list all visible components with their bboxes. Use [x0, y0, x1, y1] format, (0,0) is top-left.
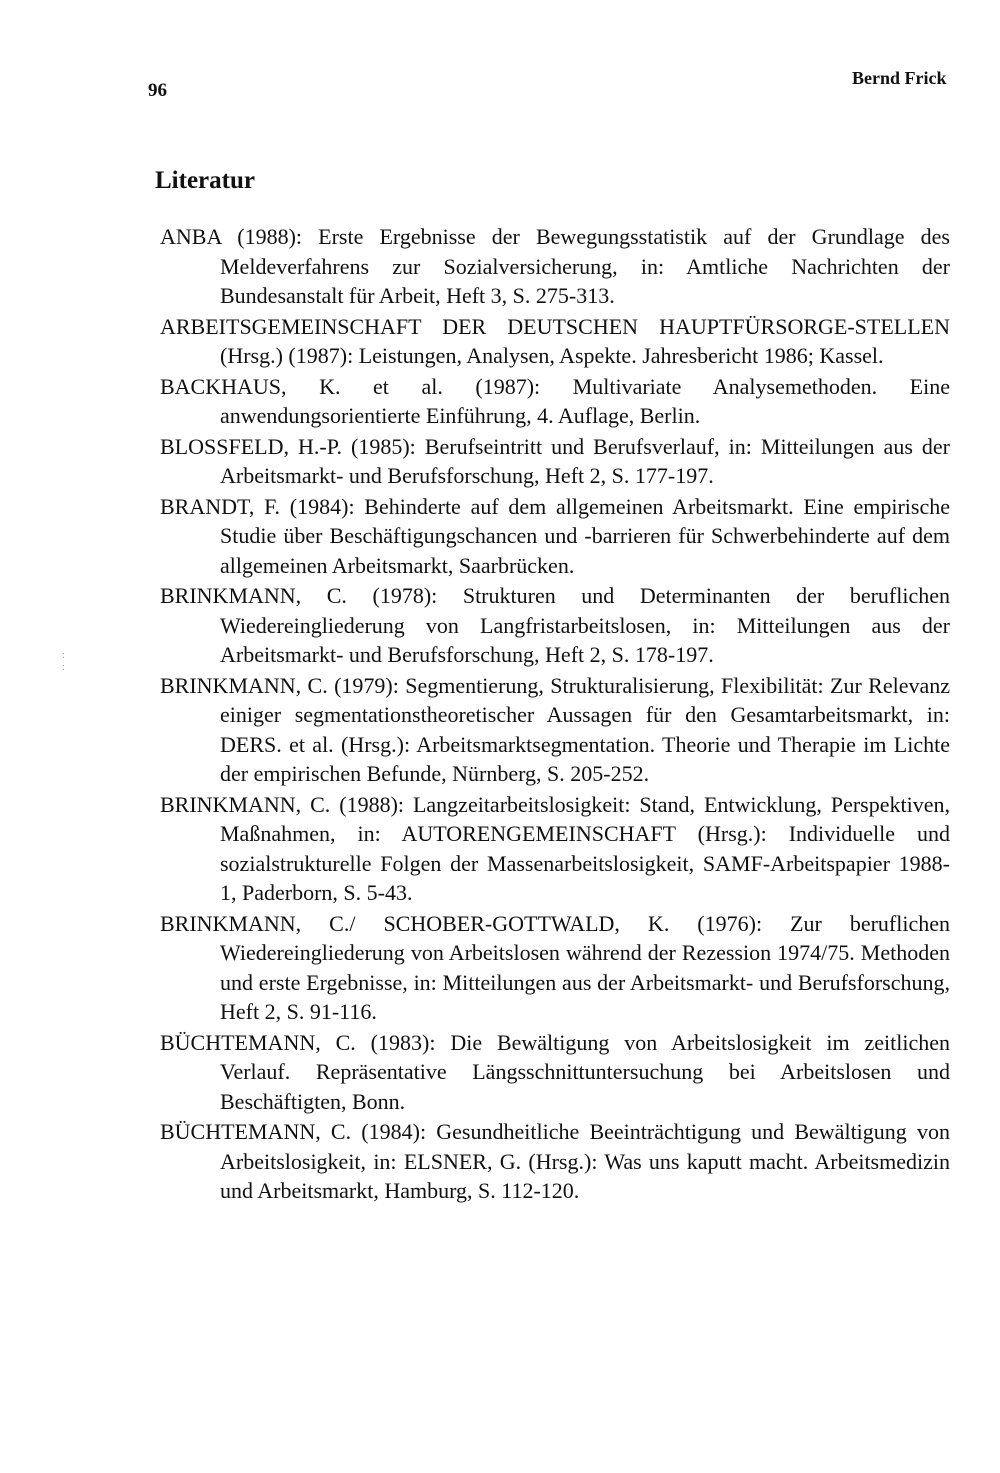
bib-entry: BRINKMANN, C. (1979): Segmentierung, Strukturalisierung, Flexibilität: Zur Relevanz einiger segmentationstheoretischer Aussagen für den Gesamtarbeitsmarkt, in: DERS. et al. (Hrsg.): Arbeitsmarktsegmentation. Theorie und Therapie im Lichte der empirischen Befunde, Nürnberg, S. 205-252.: [160, 672, 950, 786]
running-head: Bernd Frick: [852, 68, 947, 88]
bib-entry: ARBEITSGEMEINSCHAFT DER DEUTSCHEN HAUPTFÜRSORGE-STELLEN (Hrsg.) (1987): Leistungen, Analysen, Aspekte. Jahresbericht 1986; Kassel.: [160, 313, 950, 368]
bib-entry: BRINKMANN, C./ SCHOBER-GOTTWALD, K. (1976): Zur beruflichen Wiedereingliederung von Arbeitslosen während der Rezession 1974/75. Methoden und erste Ergebnisse, in: Mitteilungen aus der Arbeitsmarkt- und Berufsforschung, Heft 2, S. 91-116.: [160, 910, 950, 1024]
page-number: 96: [148, 80, 167, 101]
bib-entry: BRINKMANN, C. (1988): Langzeitarbeitslosigkeit: Stand, Entwicklung, Perspektiven, Maßnahmen, in: AUTORENGEMEINSCHAFT (Hrsg.): Individuelle und sozialstrukturelle Folgen der Massenarbeitslosigkeit, SAMF-Arbeitspapier 1988-1, Paderborn, S. 5-43.: [160, 791, 950, 905]
margin-dots: : :: [62, 650, 65, 673]
bibliography-list: [160, 222, 950, 1207]
bib-entry: BLOSSFELD, H.-P. (1985): Berufseintritt und Berufsverlauf, in: Mitteilungen aus der Arbeitsmarkt- und Berufsforschung, Heft 2, S. 177-197.: [160, 433, 950, 488]
bib-entry: BÜCHTEMANN, C. (1984): Gesundheitliche Beeinträchtigung und Bewältigung von Arbeitslosigkeit, in: ELSNER, G. (Hrsg.): Was uns kaputt macht. Arbeitsmedizin und Arbeitsmarkt, Hamburg, S. 112-120.: [160, 1119, 950, 1203]
bib-entry: BACKHAUS, K. et al. (1987): Multivariate Analysemethoden. Eine anwendungsorientierte Einführung, 4. Auflage, Berlin.: [160, 373, 950, 428]
bib-entry: BRANDT, F. (1984): Behinderte auf dem allgemeinen Arbeitsmarkt. Eine empirische Studie über Beschäftigungschancen und -barrieren für Schwerbehinderte auf dem allgemeinen Arbeitsmarkt, Saarbrücken.: [160, 493, 950, 578]
section-title: Literatur: [155, 167, 255, 194]
bib-entry: BRINKMANN, C. (1978): Strukturen und Determinanten der beruflichen Wiedereingliederung von Langfristarbeitslosen, in: Mitteilungen aus der Arbeitsmarkt- und Berufsforschung, Heft 2, S. 178-197.: [160, 583, 950, 667]
bib-entry: ANBA (1988): Erste Ergebnisse der Bewegungsstatistik auf der Grundlage des Meldeverfahrens zur Sozialversicherung, in: Amtliche Nachrichten der Bundesanstalt für Arbeit, Heft 3, S. 275-313.: [160, 224, 950, 308]
bib-entry: BÜCHTEMANN, C. (1983): Die Bewältigung von Arbeitslosigkeit im zeitlichen Verlauf. Repräsentative Längsschnittuntersuchung bei Arbeitslosen und Beschäftigten, Bonn.: [160, 1029, 950, 1114]
